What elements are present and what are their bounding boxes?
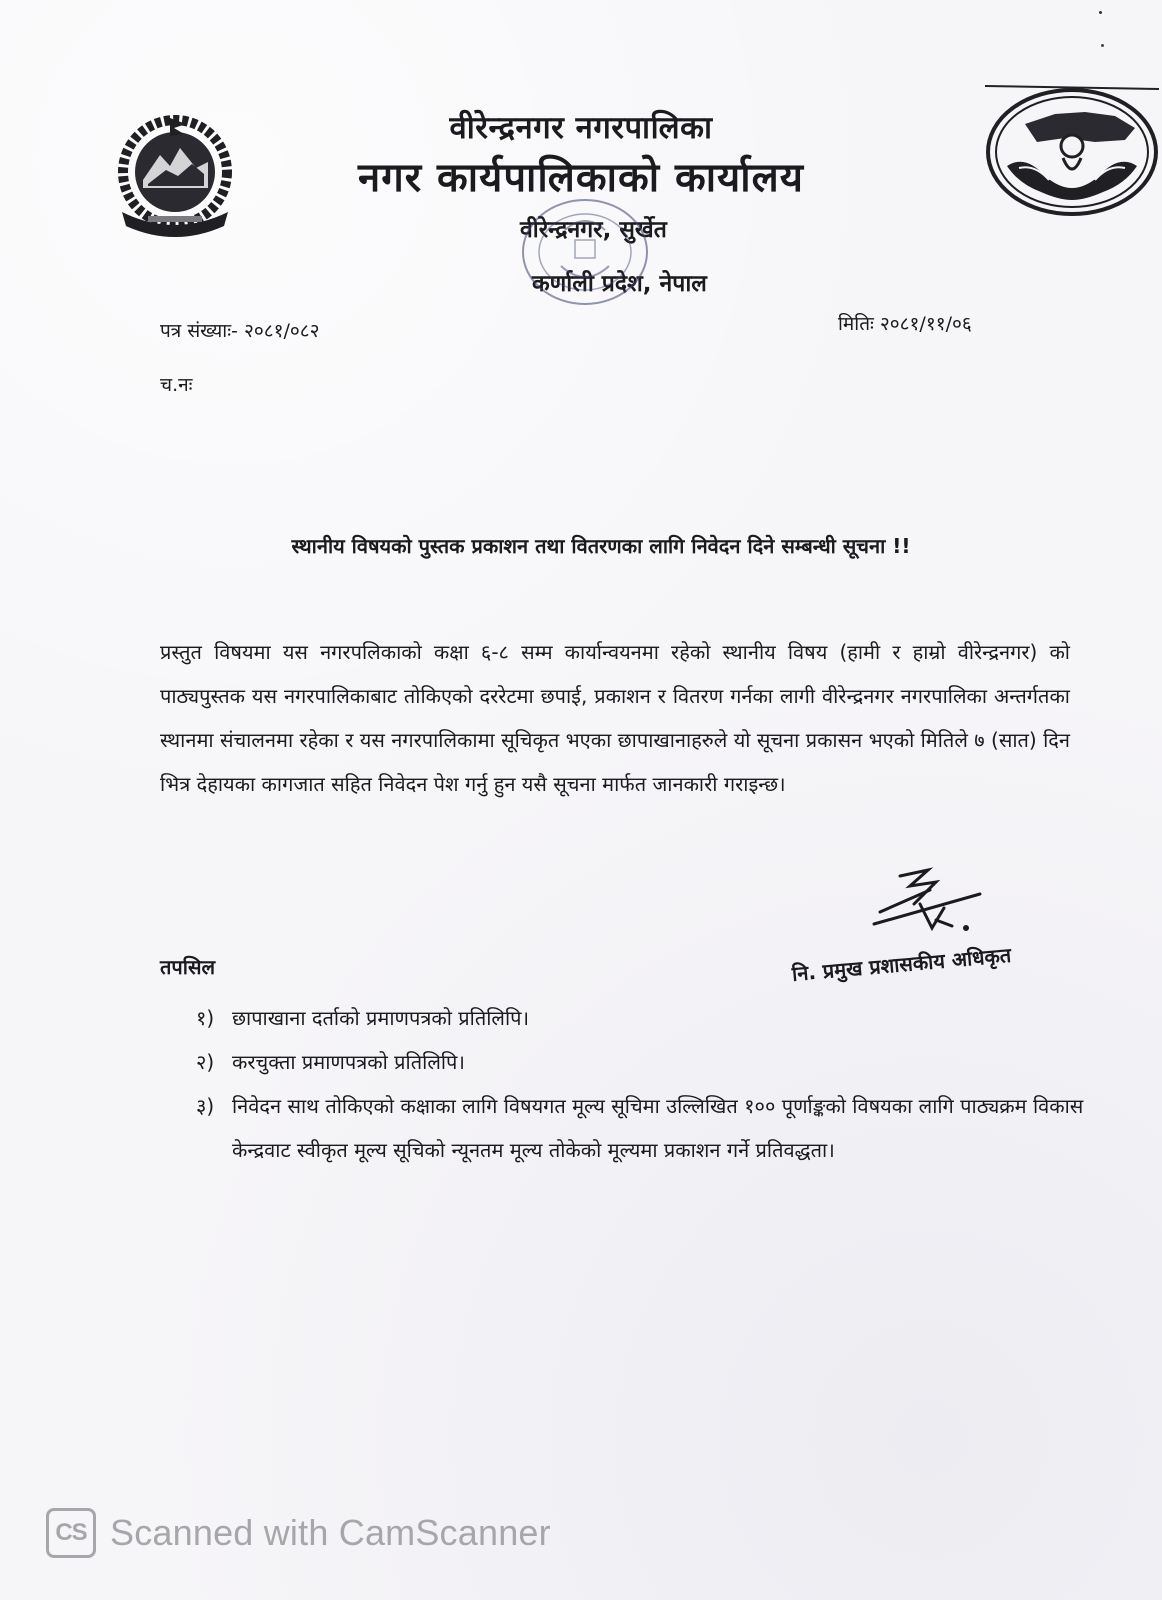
camscanner-text: Scanned with CamScanner: [110, 1512, 551, 1553]
notice-subject: स्थानीय विषयको पुस्तक प्रकाशन तथा वितरणका लागि निवेदन दिने सम्बन्धी सूचना !!: [291, 534, 911, 558]
municipality-name: वीरेन्द्रनगर नगरपालिका: [449, 110, 713, 146]
notice-body: प्रस्तुत विषयमा यस नगरपलिकाको कक्षा ६-८ सम्म कार्यान्वयनमा रहेको स्थानीय विषय (हामी र हाम्रो वीरेन्द्रनगर) को पाठ्यपुस्तक यस नगरपालिकाबाट तोकिएको दररेटमा छपाई, प्रकाशन र वितरण गर्नका लागी वीरेन्द्रनगर नगरपालिका अन्तर्गतका स्थानमा संचालनमा रहेका र यस नगरपालिकामा सूचिकृत भएका छापाखानाहरुले यो सूचना प्रकासन भएको मितिले ७ (सात) दिन भित्र देहायका कागजात सहित निवेदन पेश गर्नु हुन यसै सूचना मार्फत जानकारी गराइन्छ।: [160, 640, 1070, 796]
annex-item-text: निवेदन साथ तोकिएको कक्षाका लागि विषयगत मूल्य सूचिमा उल्लिखित १०० पूर्णाङ्कको विषयका लागि पाठ्यक्रम विकास केन्द्रवाट स्वीकृत मूल्य सूचिको न्यूनतम मूल्य तोकेको मूल्यमा प्रकाशन गर्ने प्रतिवद्धता।: [232, 1094, 1084, 1162]
office-province: कर्णाली प्रदेश, नेपाल: [532, 271, 707, 297]
camscanner-logo-icon: CS: [46, 1508, 96, 1558]
scan-speck: [1101, 44, 1104, 47]
annex-title: तपसिल: [160, 955, 216, 979]
camscanner-watermark: [46, 1508, 551, 1558]
annex-item-number: ३): [196, 1094, 215, 1118]
scan-speck: [1099, 11, 1102, 14]
annex-item: [196, 1084, 1096, 1172]
annex-item: [196, 996, 1096, 1040]
annex-list: [196, 996, 1096, 1172]
office-location: वीरेन्द्रनगर, सुर्खेत: [520, 217, 667, 243]
signatory-title: नि. प्रमुख प्रशासकीय अधिकृत: [790, 942, 1013, 986]
office-stamp-icon: [505, 190, 665, 320]
annex-item-number: १): [196, 1006, 215, 1030]
handwritten-signature: [870, 864, 1000, 944]
letter-date: मितिः २०८१/११/०६: [838, 313, 972, 335]
annex-item-text: छापाखाना दर्ताको प्रमाणपत्रको प्रतिलिपि।: [232, 1006, 530, 1030]
annex-item-text: करचुक्ता प्रमाणपत्रको प्रतिलिपि।: [232, 1050, 465, 1074]
dispatch-number: च.नः: [160, 374, 193, 396]
annex-item: [196, 1040, 1096, 1084]
letter-number: पत्र संख्याः- २०८१/०८२: [160, 320, 320, 342]
office-name: नगर कार्यपालिकाको कार्यालय: [358, 155, 804, 201]
annex-item-number: २): [196, 1050, 215, 1074]
